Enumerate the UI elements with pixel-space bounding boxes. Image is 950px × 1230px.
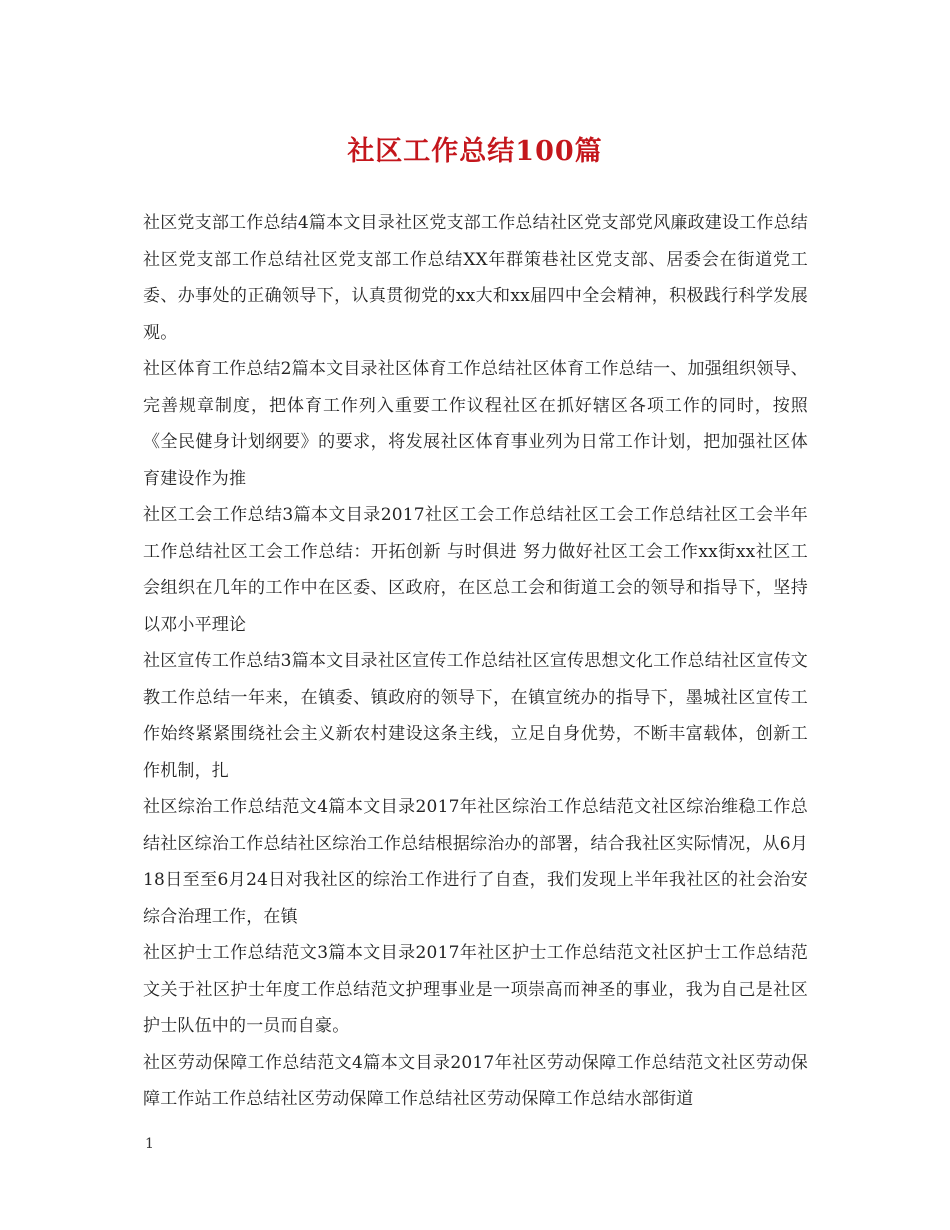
- paragraph-labor-security: 社区劳动保障工作总结范文4篇本文目录2017年社区劳动保障工作总结范文社区劳动保障工作站工作总结社区劳动保障工作总结社区劳动保障工作总结水部街道: [143, 1052, 808, 1109]
- paragraph-sports: 社区体育工作总结2篇本文目录社区体育工作总结社区体育工作总结一、加强组织领导、完善规章制度，把体育工作列入重要工作议程社区在抓好辖区各项工作的同时，按照《全民健身计划纲要》的要求，将发展社区体育事业列为日常工作计划，把加强社区体育建设作为推: [143, 359, 808, 489]
- paragraph-publicity: 社区宣传工作总结3篇本文目录社区宣传工作总结社区宣传思想文化工作总结社区宣传文教工作总结一年来，在镇委、镇政府的领导下，在镇宣统办的指导下，墨城社区宣传工作始终紧紧围绕社会主义新农村建设这条主线，立足自身优势，不断丰富载体，创新工作机制，扎: [143, 651, 808, 781]
- document-title: 社区工作总结100篇: [347, 136, 603, 167]
- paragraph-trade-union: 社区工会工作总结3篇本文目录2017社区工会工作总结社区工会工作总结社区工会半年工作总结社区工会工作总结：开拓创新 与时俱进 努力做好社区工会工作xx街xx社区工会组织在几年的工作中在区委、区政府，在区总工会和街道工会的领导和指导下，坚持以邓小平理论: [143, 505, 808, 635]
- document-body: [143, 205, 808, 1118]
- paragraph-public-security: 社区综治工作总结范文4篇本文目录2017年社区综治工作总结范文社区综治维稳工作总结社区综治工作总结社区综治工作总结根据综治办的部署，结合我社区实际情况，从6月18日至至6月24日对我社区的综治工作进行了自查，我们发现上半年我社区的社会治安综合治理工作，在镇: [143, 797, 808, 927]
- paragraph-nurse: 社区护士工作总结范文3篇本文目录2017年社区护士工作总结范文社区护士工作总结范文关于社区护士年度工作总结范文护理事业是一项崇高而神圣的事业，我为自己是社区护士队伍中的一员而自豪。: [143, 943, 808, 1036]
- page-number: 1: [145, 1136, 154, 1152]
- paragraph-party-branch: 社区党支部工作总结4篇本文目录社区党支部工作总结社区党支部党风廉政建设工作总结社区党支部工作总结社区党支部工作总结XX年群策巷社区党支部、居委会在街道党工委、办事处的正确领导下，认真贯彻党的xx大和xx届四中全会精神，积极践行科学发展观。: [143, 213, 808, 343]
